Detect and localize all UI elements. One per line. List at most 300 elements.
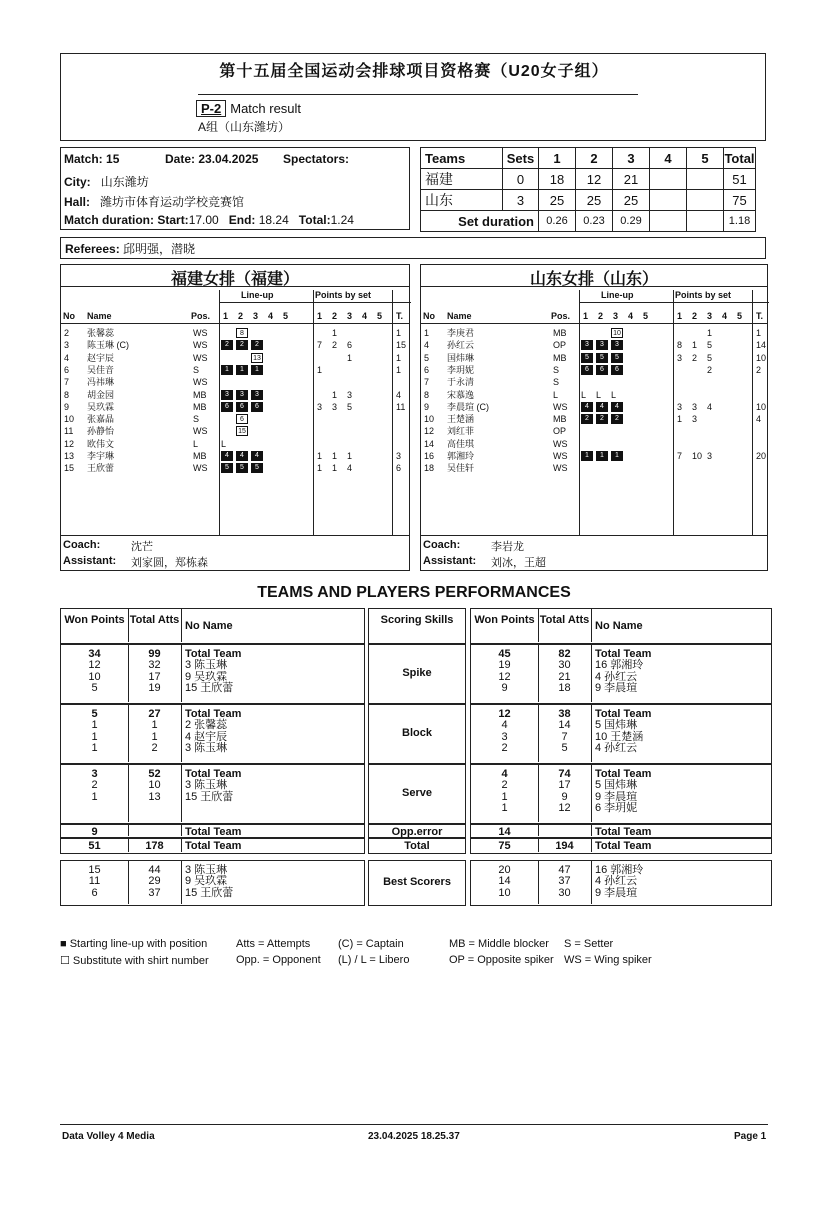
points-set-num: 1: [677, 311, 683, 321]
set-points: 1: [332, 463, 338, 474]
assistant-names: 刘冰，王超: [491, 557, 546, 569]
col-rule: [181, 825, 182, 836]
player-row: [421, 327, 767, 339]
total-atts-value: 19: [148, 681, 161, 694]
player-name: 于永清: [447, 377, 475, 388]
player-position: WS: [193, 463, 208, 474]
player-row: [421, 339, 767, 351]
roster-header-rule: [421, 323, 767, 324]
player-or-team: 5 国炜琳: [595, 719, 638, 732]
starting-position-box: 3: [581, 340, 593, 350]
lineup-rule: [219, 302, 411, 303]
starting-position-box: 5: [611, 353, 623, 363]
player-number: 10: [64, 414, 75, 425]
lineup-set-num: 2: [598, 311, 604, 321]
player-or-team: 3 陈玉琳: [185, 779, 228, 792]
perf-left-single: [60, 824, 365, 838]
total-atts-value: 99: [148, 648, 161, 660]
points-set-num: 2: [332, 311, 338, 321]
starting-position-box: 4: [581, 402, 593, 412]
lineup-rule: [579, 302, 769, 303]
libero-marker: L: [596, 389, 602, 400]
player-or-team: 4 孙红云: [595, 741, 638, 754]
starting-position-box: 6: [581, 365, 593, 375]
player-name: 张嘉晶: [87, 414, 115, 425]
won-points-value: 1: [91, 790, 98, 803]
total-atts-header: Total Atts: [539, 614, 590, 626]
player-row: [421, 450, 767, 462]
player-row: [61, 364, 409, 376]
skill-label: Spike: [402, 667, 432, 679]
score-row-shandong: 山东 3 25 25 25 75: [421, 190, 756, 211]
coach-rule: [61, 535, 409, 536]
player-or-team: 4 孙红云: [595, 875, 638, 888]
lineup-set-num: 4: [268, 311, 274, 321]
set-points: 6: [347, 340, 353, 351]
points-set-num: 5: [737, 311, 743, 321]
player-name: 李庚君: [447, 328, 475, 338]
total-atts-value: 74: [558, 768, 571, 780]
won-points-value: 4: [501, 719, 508, 732]
footer-page: Page 1: [734, 1131, 767, 1142]
substitute-box: 13: [251, 353, 263, 363]
won-points-value: 14: [498, 875, 511, 888]
no-header: No: [63, 311, 75, 321]
team-a-box: [60, 264, 410, 571]
document-title: 第十五届全国运动会排球项目资格赛（U20女子组）: [219, 63, 609, 80]
coach-name: 沈芒: [131, 541, 153, 553]
player-row: [61, 425, 409, 437]
starting-position-box: 4: [251, 451, 263, 461]
points-set-num: 2: [692, 311, 698, 321]
footer-rule: [60, 1124, 768, 1125]
player-name: 高佳琪: [447, 438, 475, 449]
player-number: 3: [64, 340, 70, 351]
team-b-name: 山东女排（山东）: [529, 271, 658, 288]
legend-atts: Atts = Attempts: [236, 938, 311, 950]
score-row-fujian: 福建 0 18 12 21 51: [421, 169, 756, 190]
player-position: S: [193, 364, 200, 375]
set-points: 5: [347, 401, 353, 412]
won-points-value: 12: [88, 659, 101, 672]
starting-position-box: 1: [236, 365, 248, 375]
won-points-value: 12: [498, 708, 511, 720]
set-points: 1: [347, 352, 353, 363]
player-or-team: 15 王欣蕾: [185, 790, 234, 803]
won-points-value: 1: [91, 741, 98, 754]
player-total: 1: [396, 328, 402, 338]
won-points-value: 14: [498, 826, 511, 838]
perf-header-right: [470, 608, 772, 644]
set-points: 3: [677, 352, 683, 363]
total-atts-value: 29: [148, 875, 161, 888]
legend-opp: Opp. = Opponent: [236, 954, 321, 966]
won-points-value: 45: [498, 648, 511, 660]
player-number: 2: [64, 328, 70, 338]
perf-left-spike: [60, 644, 365, 704]
player-position: WS: [553, 401, 568, 412]
player-total: 6: [396, 463, 402, 474]
score-table: [420, 147, 756, 232]
pos-header: Pos.: [191, 311, 211, 321]
player-or-team: 9 吴玖霖: [185, 875, 228, 888]
player-number: 14: [424, 438, 435, 449]
won-points-value: 20: [498, 864, 511, 876]
won-points-value: 10: [88, 670, 101, 683]
col-rule: [591, 839, 592, 852]
lineup-set-num: 3: [253, 311, 259, 321]
points-set-num: 3: [707, 311, 713, 321]
player-total: 1: [396, 364, 402, 375]
player-or-team: Total Team: [185, 708, 242, 720]
skill-label: Serve: [402, 787, 432, 799]
set-points: 3: [692, 414, 698, 425]
player-name: 吴佳轩: [447, 463, 475, 474]
starting-position-box: 4: [611, 402, 623, 412]
starting-position-box: 4: [236, 451, 248, 461]
player-position: S: [553, 377, 560, 388]
no-name-header: No Name: [185, 620, 233, 632]
player-number: 4: [424, 340, 430, 351]
player-position: MB: [193, 451, 207, 461]
player-row: [421, 401, 767, 413]
starting-position-box: 4: [221, 451, 233, 461]
col-rule: [181, 839, 182, 852]
player-position: WS: [193, 377, 208, 388]
won-points-value: 3: [501, 730, 508, 743]
skill-label: Total: [404, 840, 430, 852]
player-total: 10: [756, 401, 767, 412]
won-points-value: 15: [88, 864, 101, 876]
name-header: Name: [447, 311, 472, 321]
player-total: 4: [756, 414, 762, 425]
player-total: 1: [756, 328, 762, 338]
col-rule: [591, 705, 592, 762]
player-name: 王欣蕾: [87, 463, 115, 474]
player-or-team: 15 王欣蕾: [185, 681, 234, 694]
player-name: 赵宇辰: [87, 352, 115, 363]
player-or-team: 4 孙红云: [595, 670, 638, 683]
points-header: Points by set: [675, 290, 732, 300]
team-label: Total Team: [595, 840, 652, 852]
starting-position-box: 1: [611, 451, 623, 461]
pos-header: Pos.: [551, 311, 571, 321]
team-label: Total Team: [595, 826, 652, 838]
won-points-value: 19: [498, 659, 511, 672]
player-or-team: 4 赵宇辰: [185, 730, 228, 743]
player-position: MB: [553, 328, 567, 338]
substitute-box: 6: [236, 414, 248, 424]
set-points: 10: [692, 451, 703, 461]
player-position: WS: [193, 426, 208, 437]
player-number: 5: [424, 352, 430, 363]
col-rule: [128, 825, 129, 836]
total-atts-value: 27: [148, 708, 161, 720]
points-set-num: 5: [377, 311, 383, 321]
player-total: 4: [396, 389, 402, 400]
col-rule: [181, 705, 182, 762]
player-name: 刘红菲: [447, 426, 475, 437]
won-points-value: 9: [501, 681, 508, 694]
col-rule: [538, 825, 539, 836]
player-or-team: Total Team: [595, 708, 652, 720]
legend-sub: ☐ Substitute with shirt number: [60, 955, 209, 967]
player-row: [61, 339, 409, 351]
total-atts-value: 38: [558, 708, 571, 720]
starting-position-box: 3: [611, 340, 623, 350]
perf-left-single: [60, 838, 365, 854]
legend-start: ■ Starting line-up with position: [60, 938, 208, 950]
total-atts-value: 30: [558, 886, 571, 899]
set-points: 1: [707, 328, 713, 338]
player-or-team: Total Team: [185, 768, 242, 780]
set-points: 1: [677, 414, 683, 425]
player-number: 7: [64, 377, 70, 388]
legend-s: S = Setter: [564, 938, 614, 950]
total-atts-value: 17: [148, 670, 161, 683]
set-points: 4: [347, 463, 353, 474]
won-points-value: 4: [501, 768, 508, 780]
team-b-box: [420, 264, 768, 571]
player-or-team: Total Team: [595, 768, 652, 780]
player-row: [61, 438, 409, 450]
player-name: 李宇琳: [87, 451, 115, 461]
doc-code-line: [196, 100, 301, 117]
legend-captain: (C) = Captain: [338, 938, 404, 950]
col-rule: [591, 861, 592, 904]
won-points-value: 1: [501, 801, 508, 814]
total-atts-value: 21: [558, 670, 571, 683]
player-or-team: 16 郭湘玲: [595, 864, 644, 876]
player-row: [61, 450, 409, 462]
footer-software: Data Volley 4 Media: [62, 1131, 155, 1142]
starting-position-box: 5: [581, 353, 593, 363]
set-points: 1: [692, 340, 698, 351]
perf-left-block: [60, 704, 365, 764]
match-date: Date: 23.04.2025: [165, 152, 259, 166]
player-row: [421, 413, 767, 425]
player-number: 8: [64, 389, 70, 400]
coach-name: 李岩龙: [491, 541, 524, 553]
player-number: 12: [64, 438, 75, 449]
starting-position-box: 3: [221, 390, 233, 400]
perf-header-left: [60, 608, 365, 644]
starting-position-box: 2: [236, 340, 248, 350]
perf-right-spike: [470, 644, 772, 704]
skill-label-cell: [368, 644, 466, 704]
player-or-team: 9 吴玖霖: [185, 670, 228, 683]
player-position: S: [193, 414, 200, 425]
won-points-value: 9: [91, 826, 98, 838]
player-row: [61, 327, 409, 339]
won-points-value: 12: [498, 670, 511, 683]
total-atts-value: 18: [558, 681, 571, 694]
skill-label-cell: [368, 824, 466, 838]
total-atts-value: 7: [561, 730, 568, 743]
player-position: MB: [553, 414, 567, 425]
skill-label: Block: [402, 727, 432, 739]
spectators: Spectators:: [283, 152, 350, 166]
perf-right-block: [470, 704, 772, 764]
player-total: 2: [756, 364, 762, 375]
assistant-label: Assistant:: [423, 555, 477, 567]
team-name-rule: [421, 286, 767, 287]
player-or-team: 9 李晨瑄: [595, 681, 638, 694]
col-rule: [591, 765, 592, 822]
set-points: 1: [332, 328, 338, 338]
legend-op: OP = Opposite spiker: [449, 954, 554, 966]
player-or-team: 15 王欣蕾: [185, 886, 234, 899]
player-row: [421, 438, 767, 450]
lineup-set-num: 5: [643, 311, 649, 321]
total-header: T.: [396, 311, 404, 321]
starting-position-box: 3: [596, 340, 608, 350]
player-number: 13: [64, 451, 75, 461]
player-name: 宋慕逸: [447, 389, 475, 400]
col-rule: [591, 825, 592, 836]
player-row: [421, 352, 767, 364]
lineup-header: Line-up: [601, 290, 634, 300]
won-points-value: 2: [501, 741, 508, 754]
player-or-team: 16 郭湘玲: [595, 659, 644, 672]
player-name: 吴佳音: [87, 364, 115, 375]
perf-right-single: [470, 838, 772, 854]
lineup-set-num: 2: [238, 311, 244, 321]
total-atts-value: 178: [145, 840, 164, 852]
col-rule: [181, 609, 182, 642]
player-position: MB: [193, 401, 207, 412]
total-atts-value: 82: [558, 648, 571, 660]
set-points: 2: [707, 364, 713, 375]
perf-right-bestscorers: [470, 860, 772, 906]
player-position: MB: [553, 352, 567, 363]
total-header: T.: [756, 311, 764, 321]
footer-timestamp: 23.04.2025 18.25.37: [368, 1131, 460, 1142]
points-set-num: 4: [722, 311, 728, 321]
player-row: [61, 389, 409, 401]
won-points-value: 51: [88, 840, 101, 852]
city: City: 山东潍坊: [64, 175, 149, 189]
match-number: Match: 15: [64, 152, 120, 166]
lineup-set-num: 5: [283, 311, 289, 321]
set-points: 1: [317, 463, 323, 474]
starting-position-box: 5: [221, 463, 233, 473]
starting-position-box: 2: [611, 414, 623, 424]
substitute-box: 8: [236, 328, 248, 338]
starting-position-box: 1: [251, 365, 263, 375]
total-atts-value: 194: [555, 840, 574, 852]
starting-position-box: 4: [596, 402, 608, 412]
set-points: 2: [332, 340, 338, 351]
total-atts-value: 30: [558, 659, 571, 672]
lineup-set-num: 4: [628, 311, 634, 321]
set-duration-row: Set duration 0.26 0.23 0.29 1.18: [421, 211, 756, 232]
match-duration: Match duration: Start:17.00 End: 18.24 Total:1.24: [64, 213, 354, 227]
player-number: 11: [64, 426, 74, 437]
player-position: WS: [553, 451, 568, 461]
player-position: WS: [193, 340, 208, 351]
player-position: S: [553, 364, 560, 375]
won-points-value: 3: [91, 768, 98, 780]
player-number: 6: [64, 364, 70, 375]
lineup-header: Line-up: [241, 290, 274, 300]
team-label: Total Team: [185, 826, 242, 838]
player-number: 10: [424, 414, 435, 425]
title-rule: [198, 94, 638, 95]
assistant-label: Assistant:: [63, 555, 117, 567]
total-atts-value: 37: [558, 875, 571, 888]
points-header: Points by set: [315, 290, 372, 300]
won-points-value: 5: [91, 681, 98, 694]
total-atts-value: 32: [148, 659, 161, 672]
skill-label: Opp.error: [391, 826, 443, 838]
perf-left-serve: [60, 764, 365, 824]
player-name: 李玥妮: [447, 364, 475, 375]
player-name: 国炜琳: [447, 352, 475, 363]
won-points-value: 6: [91, 886, 98, 899]
won-points-value: 5: [91, 708, 98, 720]
total-atts-value: 12: [558, 801, 571, 814]
total-atts-value: 1: [151, 719, 158, 732]
player-row: [421, 462, 767, 474]
player-name: 冯祎琳: [87, 377, 115, 388]
player-row: [61, 401, 409, 413]
points-set-num: 1: [317, 311, 323, 321]
player-position: MB: [193, 389, 207, 400]
total-atts-value: 44: [148, 864, 161, 876]
set-points: 8: [677, 340, 683, 351]
player-number: 18: [424, 463, 435, 474]
coach-label: Coach:: [63, 539, 101, 551]
player-total: 1: [396, 352, 402, 363]
player-row: [61, 352, 409, 364]
team-a-name: 福建女排（福建）: [170, 271, 299, 288]
player-number: 4: [64, 352, 70, 363]
player-or-team: 10 王楚涵: [595, 730, 644, 743]
scoring-skills-header: Scoring Skills: [380, 614, 454, 626]
player-position: WS: [553, 463, 568, 474]
won-points-value: 1: [91, 730, 98, 743]
player-name: 孙红云: [447, 340, 475, 351]
set-points: 1: [317, 451, 323, 461]
player-number: 7: [424, 377, 430, 388]
skill-label-cell: [368, 764, 466, 824]
set-points: 2: [692, 352, 698, 363]
player-position: WS: [193, 328, 208, 338]
player-number: 9: [424, 401, 430, 412]
roster-header-rule: [61, 323, 409, 324]
starting-position-box: 2: [221, 340, 233, 350]
won-points-header: Won Points: [64, 614, 125, 626]
starting-position-box: 6: [251, 402, 263, 412]
player-name: 李晨瑄 (C): [447, 401, 489, 412]
assistant-names: 刘家圆，郑栋森: [131, 557, 208, 569]
team-label: Total Team: [185, 840, 242, 852]
lineup-set-num: 3: [613, 311, 619, 321]
set-points: 3: [677, 401, 683, 412]
player-or-team: Total Team: [185, 648, 242, 660]
player-or-team: 6 李玥妮: [595, 801, 638, 814]
set-points: 7: [317, 340, 323, 351]
skill-label: Best Scorers: [383, 876, 451, 888]
player-total: 20: [756, 451, 767, 461]
starting-position-box: 5: [251, 463, 263, 473]
starting-position-box: 3: [251, 390, 263, 400]
coach-label: Coach:: [423, 539, 461, 551]
starting-position-box: 6: [236, 402, 248, 412]
player-position: WS: [553, 438, 568, 449]
referees: Referees: 邱明强，潜晓: [60, 237, 766, 259]
